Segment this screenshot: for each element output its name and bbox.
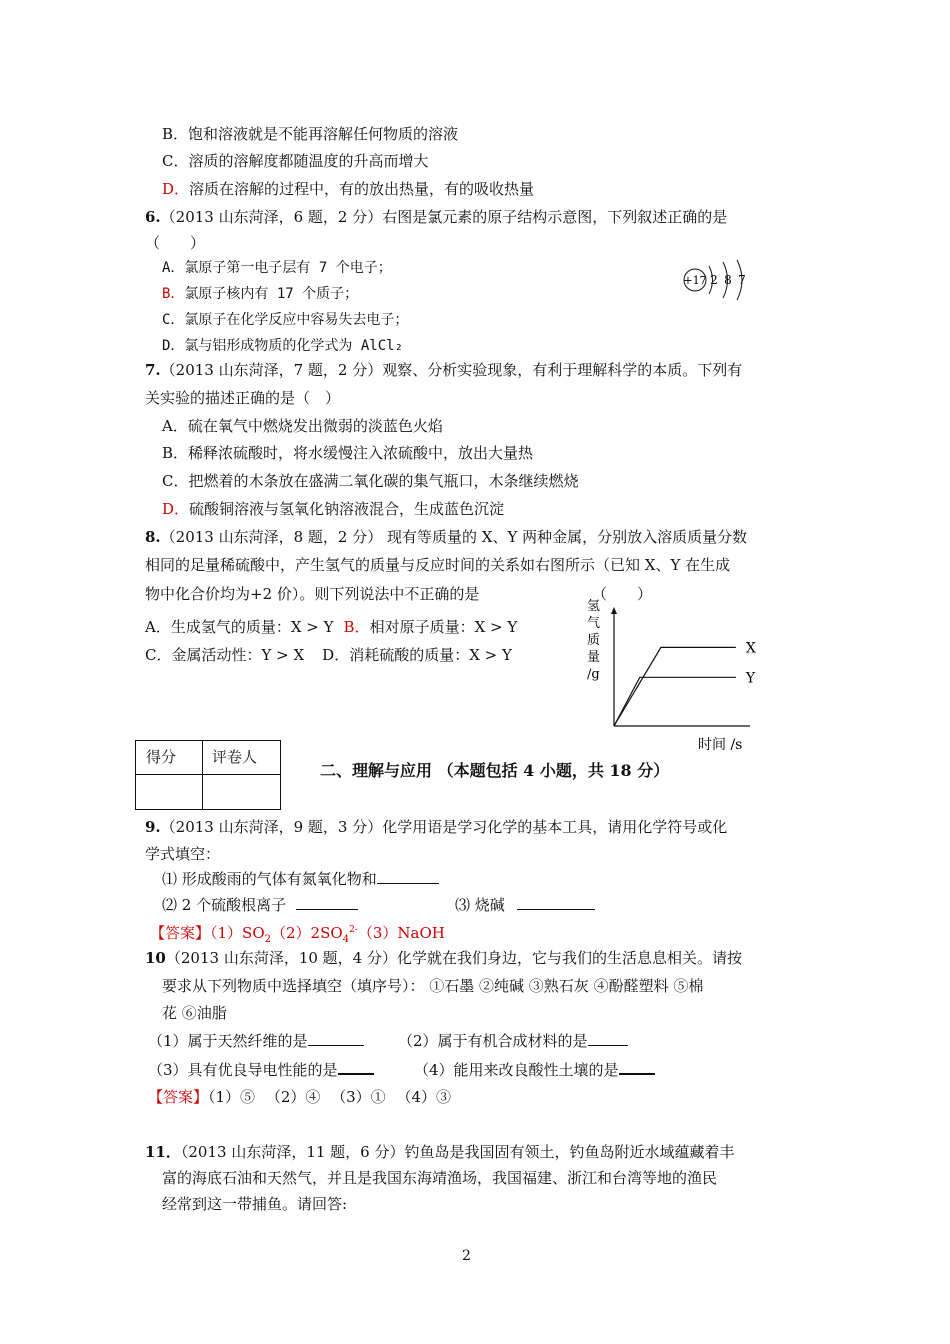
q6-paren: （ ） (145, 234, 206, 252)
score-table-divider (202, 741, 203, 809)
chart-ylabel-char: 氢 (587, 599, 601, 614)
q11-stem-1 (145, 1142, 735, 1162)
q5-option-c: C．溶质的溶解度都随温度的升高而增大 (162, 152, 429, 170)
q10-blank-1[interactable] (308, 1031, 364, 1046)
q7-number: 7. (145, 361, 161, 379)
q10-part-1-text: （1）属于天然纤维的是 (148, 1032, 308, 1050)
q5-option-d-text: 溶质在溶解的过程中，有的放出热量，有的吸收热量 (189, 180, 535, 198)
q5-option-b: B．饱和溶液就是不能再溶解任何物质的溶液 (162, 125, 459, 143)
q9-part-2-text: ⑵ 2 个硫酸根离子 (162, 896, 287, 914)
chart-series-label-y: Y (745, 670, 756, 687)
score-table-row-divider (136, 774, 280, 775)
q9-answer-2-sub: 4 (342, 934, 350, 945)
q9-answer-tag: 【答案】 (150, 924, 211, 942)
q6-number: 6. (145, 208, 161, 226)
q10-answer-text: （1）⑤ （2）④ （3）① （4）③ (208, 1088, 451, 1106)
q8-option-c: C．金属活动性：Y > X (145, 646, 305, 664)
score-table (135, 740, 281, 810)
q10-part-4-text: （4）能用来改良酸性土壤的是 (414, 1061, 619, 1079)
q9-answer (150, 920, 445, 950)
q10-stem-3: 花 ⑥油脂 (162, 1004, 227, 1022)
section-2-heading: 二、理解与应用 （本题包括 4 小题，共 18 分） (320, 761, 670, 780)
q8-paren: （ ） (592, 585, 653, 603)
q11-number: 11． (145, 1143, 181, 1161)
q10-answer (148, 1087, 451, 1107)
q8-stem-text: （2013 山东菏泽，8 题，2 分） 现有等质量的 X、Y 两种金属，分别放入溶质质量分数 (160, 528, 748, 546)
q9-stem-1 (145, 817, 727, 837)
q9-answer-2 (271, 924, 358, 945)
q7-option-c: C．把燃着的木条放在盛满二氧化碳的集气瓶口，木条继续燃烧 (162, 472, 579, 490)
chlorine-atom-diagram (680, 258, 750, 302)
q8-options-cd (145, 645, 512, 665)
q9-part-1 (162, 869, 439, 889)
q9-answer-2-sup: 2- (349, 925, 358, 935)
q8-option-b-letter: B． (343, 618, 370, 636)
q6-option-b-letter: B． (162, 286, 185, 302)
q6-option-a: A．氯原子第一电子层有 7 个电子； (162, 260, 392, 276)
q7-stem-text: （2013 山东菏泽，7 题，2 分）观察、分析实验现象，有利于理解科学的本质。下列有 (160, 361, 743, 379)
q7-stem-1 (145, 360, 742, 380)
hydrogen-time-chart (578, 596, 758, 756)
q6-option-b (162, 284, 358, 304)
q10-stem-1 (145, 948, 742, 968)
q10-number: 10 (145, 949, 166, 967)
chart-series-label-x: X (745, 640, 756, 657)
q7-option-a: A．硫在氧气中燃烧发出微弱的淡蓝色火焰 (162, 417, 443, 435)
q10-stem-text: （2013 山东菏泽，10 题，4 分）化学就在我们身边，它与我们的生活息息相关。请按 (165, 949, 742, 967)
q9-answer-1 (210, 924, 272, 945)
q9-answer-2-text: （2）2SO (271, 924, 343, 942)
q9-stem-text: （2013 山东菏泽，9 题，3 分）化学用语是学习化学的基本工具，请用化学符号或化 (160, 818, 728, 836)
q9-answer-3: （3）NaOH (357, 924, 445, 942)
atom-shell-count-2: 8 (724, 273, 732, 287)
q7-option-d-letter: D． (162, 500, 190, 518)
q6-stem-text: （2013 山东菏泽，6 题，2 分）右图是氯元素的原子结构示意图，下列叙述正确的是 (160, 208, 728, 226)
chart-ylabel-char: /g (587, 667, 600, 682)
chart-xlabel: 时间 /s (698, 737, 743, 753)
q8-stem-1 (145, 527, 747, 547)
q10-blank-3[interactable] (338, 1059, 374, 1075)
chart-y-axis-arrow (611, 607, 617, 614)
q5-option-d-letter: D． (162, 180, 190, 198)
atom-shell-count-3: 7 (738, 273, 746, 287)
q9-part-1-text: ⑴ 形成酸雨的气体有氮氧化物和 (162, 870, 377, 888)
q10-blank-4[interactable] (619, 1059, 655, 1075)
q11-stem-3: 经常到这一带捕鱼。请回答: (162, 1195, 348, 1213)
q9-answer-1-text: （1）SO (210, 924, 265, 942)
chart-ylabel-char: 量 (587, 650, 601, 665)
score-table-header-score: 得分 (146, 748, 177, 766)
q9-number: 9. (145, 818, 161, 836)
q8-number: 8. (145, 528, 161, 546)
q6-stem (145, 207, 727, 227)
q8-option-a: A．生成氢气的质量：X > Y (145, 618, 334, 636)
q7-option-b: B．稀释浓硫酸时，将水缓慢注入浓硫酸中，放出大量热 (162, 444, 534, 462)
page-number: 2 (462, 1248, 471, 1264)
q6-option-c: C．氯原子在化学反应中容易失去电子； (162, 312, 409, 328)
q10-answer-tag: 【答案】 (148, 1088, 209, 1106)
q9-part-2 (162, 895, 358, 915)
q10-part-2 (398, 1031, 628, 1051)
q5-option-d (162, 179, 534, 199)
q9-blank-2[interactable] (296, 895, 358, 910)
q7-option-d-text: 硫酸铜溶液与氢氧化钠溶液混合，生成蓝色沉淀 (189, 500, 505, 518)
q7-stem-2: 关实验的描述正确的是（ ） (145, 389, 341, 407)
q6-option-b-text: 氯原子核内有 17 个质子； (184, 286, 359, 302)
score-table-header-grader: 评卷人 (212, 748, 258, 766)
q11-stem-text: （2013 山东菏泽，11 题，6 分）钓鱼岛是我国固有领土，钓鱼岛附近水域蕴藏着丰 (180, 1143, 735, 1161)
q9-answer-1-sub: 2 (264, 934, 272, 945)
q6-option-d: D．氯与铝形成物质的化学式为 AlCl₂ (162, 338, 404, 354)
q9-blank-3[interactable] (517, 895, 595, 910)
q11-stem-2: 富的海底石油和天然气，并且是我国东海靖渔场，我国福建、浙江和台湾等地的渔民 (162, 1169, 718, 1187)
q7-option-d (162, 499, 504, 519)
q10-blank-2[interactable] (588, 1031, 628, 1046)
chart-series-line-y (614, 677, 736, 726)
q8-stem-3: 物中化合价均为+2 价）。则下列说法中不正确的是 (145, 585, 480, 603)
q10-part-1 (148, 1031, 364, 1051)
chart-ylabel-char: 质 (587, 633, 601, 648)
q9-part-3 (455, 895, 595, 915)
q10-part-4 (414, 1059, 655, 1080)
atom-nucleus-label: +17 (683, 274, 707, 287)
chart-series-line-x (614, 647, 736, 726)
q10-part-3 (148, 1059, 374, 1080)
q10-part-3-text: （3）具有优良导电性能的是 (148, 1061, 338, 1079)
q10-stem-2: 要求从下列物质中选择填空（填序号）： ①石墨 ②纯碱 ③熟石灰 ④酚醛塑料 ⑤棉 (162, 977, 704, 995)
q9-blank-1[interactable] (377, 869, 439, 884)
q8-stem-2: 相同的足量稀硫酸中，产生氢气的质量与反应时间的关系如右图所示（已知 X、Y 在生成 (145, 556, 731, 574)
q10-part-2-text: （2）属于有机合成材料的是 (398, 1032, 588, 1050)
atom-shell-count-1: 2 (710, 273, 718, 287)
q9-stem-2: 学式填空： (145, 845, 221, 863)
chart-ylabel (587, 599, 600, 682)
q8-options-ab (145, 617, 517, 637)
chart-ylabel-char: 气 (587, 616, 601, 631)
q8-option-b-text: 相对原子质量：X > Y (369, 618, 518, 636)
q8-option-d: D．消耗硫酸的质量：X > Y (322, 646, 512, 664)
q9-part-3-text: ⑶ 烧碱 (455, 896, 505, 914)
